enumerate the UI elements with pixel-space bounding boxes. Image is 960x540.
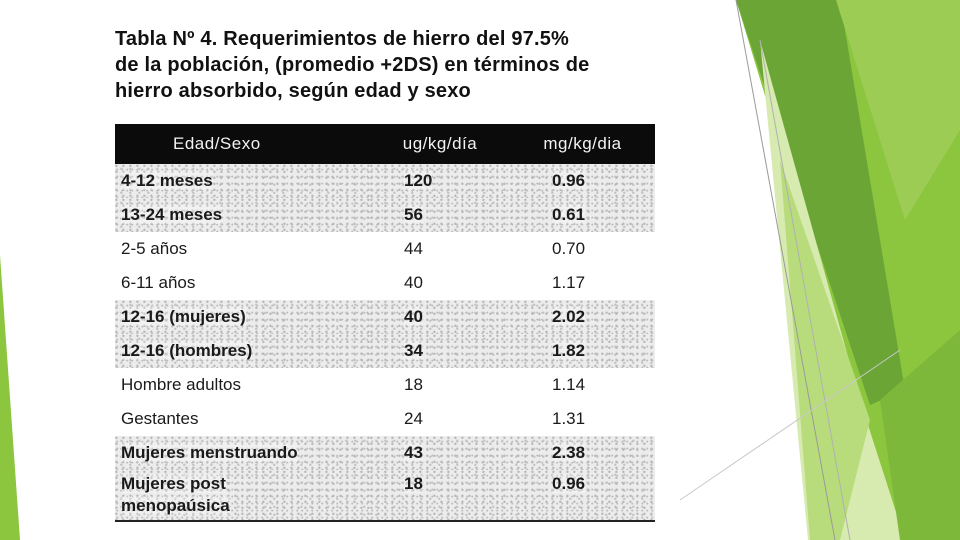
cell-ug-text: 34 — [404, 341, 423, 360]
cell-mg-text: 2.02 — [552, 307, 586, 326]
table-header-row — [115, 124, 655, 164]
cell-ug — [370, 164, 510, 198]
header-age-sex: Edad/Sexo — [115, 124, 370, 164]
cell-age: Hombre adultos — [115, 368, 370, 402]
cell-age-text: 12-16 (mujeres) — [121, 307, 246, 326]
cell-mg — [510, 436, 655, 470]
cell-mg: 1.31 — [510, 402, 655, 436]
header-ug-kg-day: ug/kg/día — [370, 124, 510, 164]
cell-age-text: 12-16 (hombres) — [121, 341, 253, 360]
cell-age — [115, 300, 370, 334]
cell-mg — [510, 300, 655, 334]
cell-mg: 0.70 — [510, 232, 655, 266]
table-row — [115, 368, 655, 402]
cell-age-line-1: Mujeres post — [121, 474, 226, 493]
cell-ug-text: 120 — [404, 171, 433, 190]
cell-ug-text: 56 — [404, 205, 423, 224]
title-line-2: de la población, (promedio +2DS) en términos de — [115, 54, 590, 76]
table-row — [115, 266, 655, 300]
cell-mg — [510, 334, 655, 368]
cell-age — [115, 436, 370, 470]
cell-ug-text: 40 — [404, 307, 423, 326]
cell-ug — [370, 300, 510, 334]
cell-ug: 24 — [370, 402, 510, 436]
title-line-1: Tabla Nº 4. Requerimientos de hierro del 97.5% — [115, 28, 570, 50]
table-row — [115, 402, 655, 436]
table-row — [115, 232, 655, 266]
cell-ug — [370, 436, 510, 470]
table-title — [115, 26, 657, 104]
cell-mg: 1.14 — [510, 368, 655, 402]
cell-ug — [370, 198, 510, 232]
cell-age: Gestantes — [115, 402, 370, 436]
cell-age-text: 4-12 meses — [121, 171, 213, 190]
table-row — [115, 436, 655, 470]
iron-requirements-table — [115, 124, 655, 522]
title-line-3: hierro absorbido, según edad y sexo — [115, 80, 471, 102]
table-row — [115, 334, 655, 368]
cell-ug — [370, 334, 510, 368]
cell-age: 6-11 años — [115, 266, 370, 300]
cell-age-text: 13-24 meses — [121, 205, 223, 224]
cell-ug: 18 — [370, 368, 510, 402]
cell-ug-text: 43 — [404, 443, 423, 462]
table-row — [115, 198, 655, 232]
cell-mg — [510, 470, 655, 521]
cell-age — [115, 164, 370, 198]
cell-mg-text: 2.38 — [552, 443, 586, 462]
cell-mg — [510, 164, 655, 198]
table-row — [115, 470, 655, 521]
left-green-sliver — [0, 255, 20, 540]
cell-mg: 1.17 — [510, 266, 655, 300]
cell-ug: 40 — [370, 266, 510, 300]
cell-mg — [510, 198, 655, 232]
header-mg-kg-day: mg/kg/dia — [510, 124, 655, 164]
cell-ug: 44 — [370, 232, 510, 266]
cell-age: 2-5 años — [115, 232, 370, 266]
cell-age — [115, 334, 370, 368]
cell-ug-text: 18 — [404, 474, 423, 493]
cell-age-line-2: menopaúsica — [121, 496, 230, 515]
cell-age — [115, 470, 370, 521]
cell-mg-text: 1.82 — [552, 341, 586, 360]
cell-age-text: Mujeres menstruando — [121, 443, 298, 462]
table-row — [115, 300, 655, 334]
cell-mg-text: 0.61 — [552, 205, 586, 224]
cell-mg-text: 0.96 — [552, 171, 586, 190]
table-row — [115, 164, 655, 198]
scanned-table-document — [115, 26, 657, 536]
cell-mg-text: 0.96 — [552, 474, 586, 493]
cell-age — [115, 198, 370, 232]
cell-ug — [370, 470, 510, 521]
